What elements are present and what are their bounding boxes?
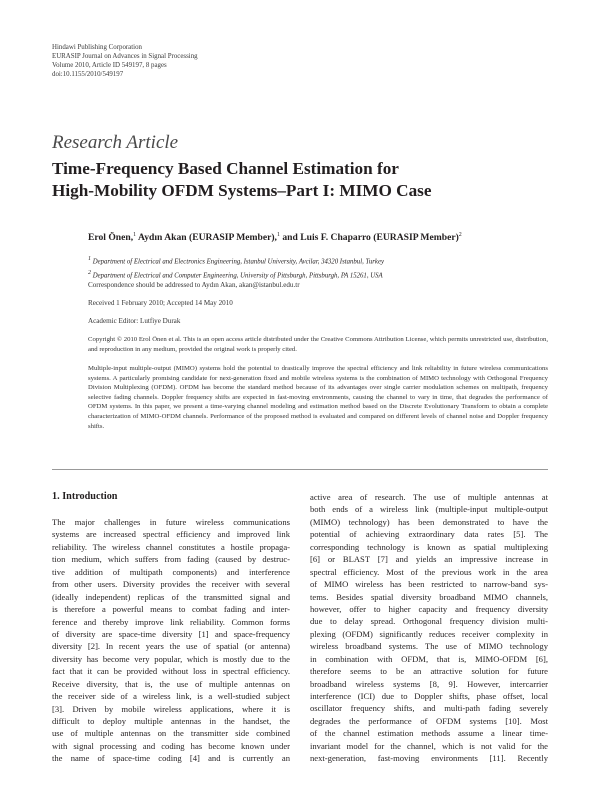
author-name: Erol Önen,	[88, 232, 134, 244]
text-line: invariant model for the channel, which is not valid for the	[310, 740, 548, 751]
text-line: however, offer to higher capacity and frequency diversity	[310, 603, 548, 614]
text-line: the receiver side of a wireless link, is a well-studied subject	[52, 691, 290, 702]
text-line: tive addition of multipath components) and interference	[52, 566, 290, 577]
text-line: plexing (OFDM) significantly reduces receiver complexity in	[310, 628, 548, 639]
text-line: reliability. The wireless channel constitutes a hostile propaga-	[52, 541, 290, 552]
journal-header	[52, 43, 198, 79]
text-line: both ends of a wireless link (multiple-input multiple-output	[310, 504, 548, 515]
received-dates: Received 1 February 2010; Accepted 14 May 2010	[88, 299, 233, 307]
text-line: from other users. Diversity provides the receiver with several	[52, 579, 290, 590]
text-line: with signal processing and coding has become known under	[52, 740, 290, 751]
text-line: interference (ICI) due to Doppler shifts, phase offset, local	[310, 691, 548, 701]
text-line: next-generation, fast-moving environments [11]. Recently	[310, 753, 548, 764]
text-line: difficult to deploy multiple antennas in the handset, the	[52, 716, 290, 726]
text-line: The major challenges in future wireless communications	[52, 517, 290, 527]
text-line: in combination with OFDM, that is, MIMO-OFDM [6],	[310, 653, 548, 664]
paper-title	[52, 158, 432, 201]
text-line: tion medium, which suffers from fading (caused by destruc-	[52, 554, 290, 565]
text-line: spectral efficiency. Most of the previous work in the area	[310, 566, 548, 577]
author-list	[88, 232, 462, 243]
text-line: [6] or BLAST [7] and yields an impressive increase in	[310, 554, 548, 565]
section-divider	[52, 469, 548, 470]
text-line: of diversity are space-time diversity [1] and space-frequency	[52, 628, 290, 639]
text-line: (MIMO) technology) has been demonstrated to have the	[310, 516, 548, 527]
text-line: diversity [2]. In recent years the use of spatial (or antenna)	[52, 641, 290, 652]
author-affiliation-mark: 1	[133, 232, 137, 238]
volume-line: Volume 2010, Article ID 549197, 8 pages	[52, 62, 167, 70]
text-line: is therefore a powerful means to combat fading and inter-	[52, 604, 290, 615]
journal-line: EURASIP Journal on Advances in Signal Processing	[52, 53, 198, 61]
abstract: Multiple-input multiple-output (MIMO) systems hold the potential to drastically improve the spectral efficiency and link reliability in future wireless communications systems. A particularly promising candidate for next-generation fixed and mobile wireless systems is the combination of MIMO technology with Orthogonal Frequency Division Multiplexing (OFDM). OFDM has become the standard method because of its advantages over single carrier modulation schemes on multipath, frequency selective fading channels. Doppler frequency shifts are expected in fast-moving environments, causing the channel to vary in time, that degrades the performance of OFDM systems. In this paper, we present a time-varying channel modeling and estimation method based on the Discrete Evolutionary Transform to obtain a complete characterization of MIMO-OFDM channels. Performance of the proposed method is evaluated and compared on different levels of channel noise and Doppler frequency shifts.	[88, 365, 548, 430]
text-line: Receive diversity, that is, the use of multiple antennas on	[52, 678, 290, 689]
text-line: corresponding technology is known as spatial multiplexing	[310, 541, 548, 552]
text-line: systems are increased spectral efficiency and improved link	[52, 529, 290, 540]
text-line: potential of achieving extraordinary data rates [5]. The	[310, 529, 548, 540]
text-line: diversity has become very popular, which is mostly due to the	[52, 653, 290, 664]
text-line: due to delay spread. Orthogonal frequency division multi-	[310, 616, 548, 627]
text-line: the name of space-time coding [4] and is currently an	[52, 753, 290, 764]
publisher-line: Hindawi Publishing Corporation	[52, 44, 142, 51]
section-heading: 1. Introduction	[52, 491, 118, 502]
title-line: Time-Frequency Based Channel Estimation for	[52, 159, 399, 178]
affiliations	[88, 254, 384, 281]
text-line: wireless broadband systems. The use of MIMO technology	[310, 641, 548, 652]
text-line: active area of research. The use of multiple antennas at	[310, 492, 548, 502]
academic-editor: Academic Editor: Lutfiye Durak	[88, 317, 181, 325]
text-line: tems. Besides spatial diversity broadband MIMO channels,	[310, 591, 548, 602]
text-line: of the channel estimation methods assume a linear time-	[310, 728, 548, 739]
text-line: of MIMO wireless has been restricted to narrow-band sys-	[310, 579, 548, 590]
affiliation-text: Department of Electrical and Electronics Engineering, Istanbul University, Avcilar, 34320 Istanbul, Turkey	[91, 258, 384, 266]
left-column	[52, 516, 290, 765]
affiliation-mark: 1	[88, 256, 91, 262]
text-line: therefore seems to be an attractive solution for future	[310, 666, 548, 677]
text-line: oscillator frequency shifts, and multi-path fading severely	[310, 703, 548, 714]
author-affiliation-mark: 2	[458, 232, 462, 238]
doi-line: doi:10.1155/2010/549197	[52, 71, 124, 79]
text-line: degrades the performance of OFDM systems [10]. Most	[310, 715, 548, 726]
author-name: and Luis F. Chaparro (EURASIP Member)	[279, 232, 459, 244]
affiliation	[88, 268, 384, 282]
copyright-notice: Copyright © 2010 Erol Önen et al. This is an open access article distributed under the Creative Commons Attribution License, which permits unrestricted use, distribution, and reproduction in any medium, provided the original work is properly cited.	[88, 336, 548, 353]
text-line: [3]. Driven by mobile wireless applications, where it is	[52, 703, 290, 714]
correspondence: Correspondence should be addressed to Aydın Akan, akan@istanbul.edu.tr	[88, 281, 300, 289]
author-affiliation-mark: 1	[276, 232, 280, 238]
text-line: broadband wireless systems [8, 9]. However, intercarrier	[310, 678, 548, 689]
author-name: Aydın Akan (EURASIP Member),	[136, 232, 277, 244]
affiliation-mark: 2	[88, 269, 91, 276]
text-line: (ideally independent) replicas of the transmitted signal and	[52, 591, 290, 602]
affiliation	[88, 254, 384, 268]
text-line: ference and thereby improve link reliability. Common forms	[52, 616, 290, 627]
right-column	[310, 491, 548, 765]
title-line: High-Mobility OFDM Systems–Part I: MIMO Case	[52, 180, 432, 200]
text-line: use of multiple antennas on the transmitter side combined	[52, 728, 290, 739]
affiliation-text: Department of Electrical and Computer Engineering, University of Pittsburgh, Pittsburgh, PA 15261, USA	[91, 271, 383, 279]
article-type: Research Article	[52, 132, 179, 153]
text-line: fact that it can be provided without loss in spectral efficiency.	[52, 666, 290, 677]
